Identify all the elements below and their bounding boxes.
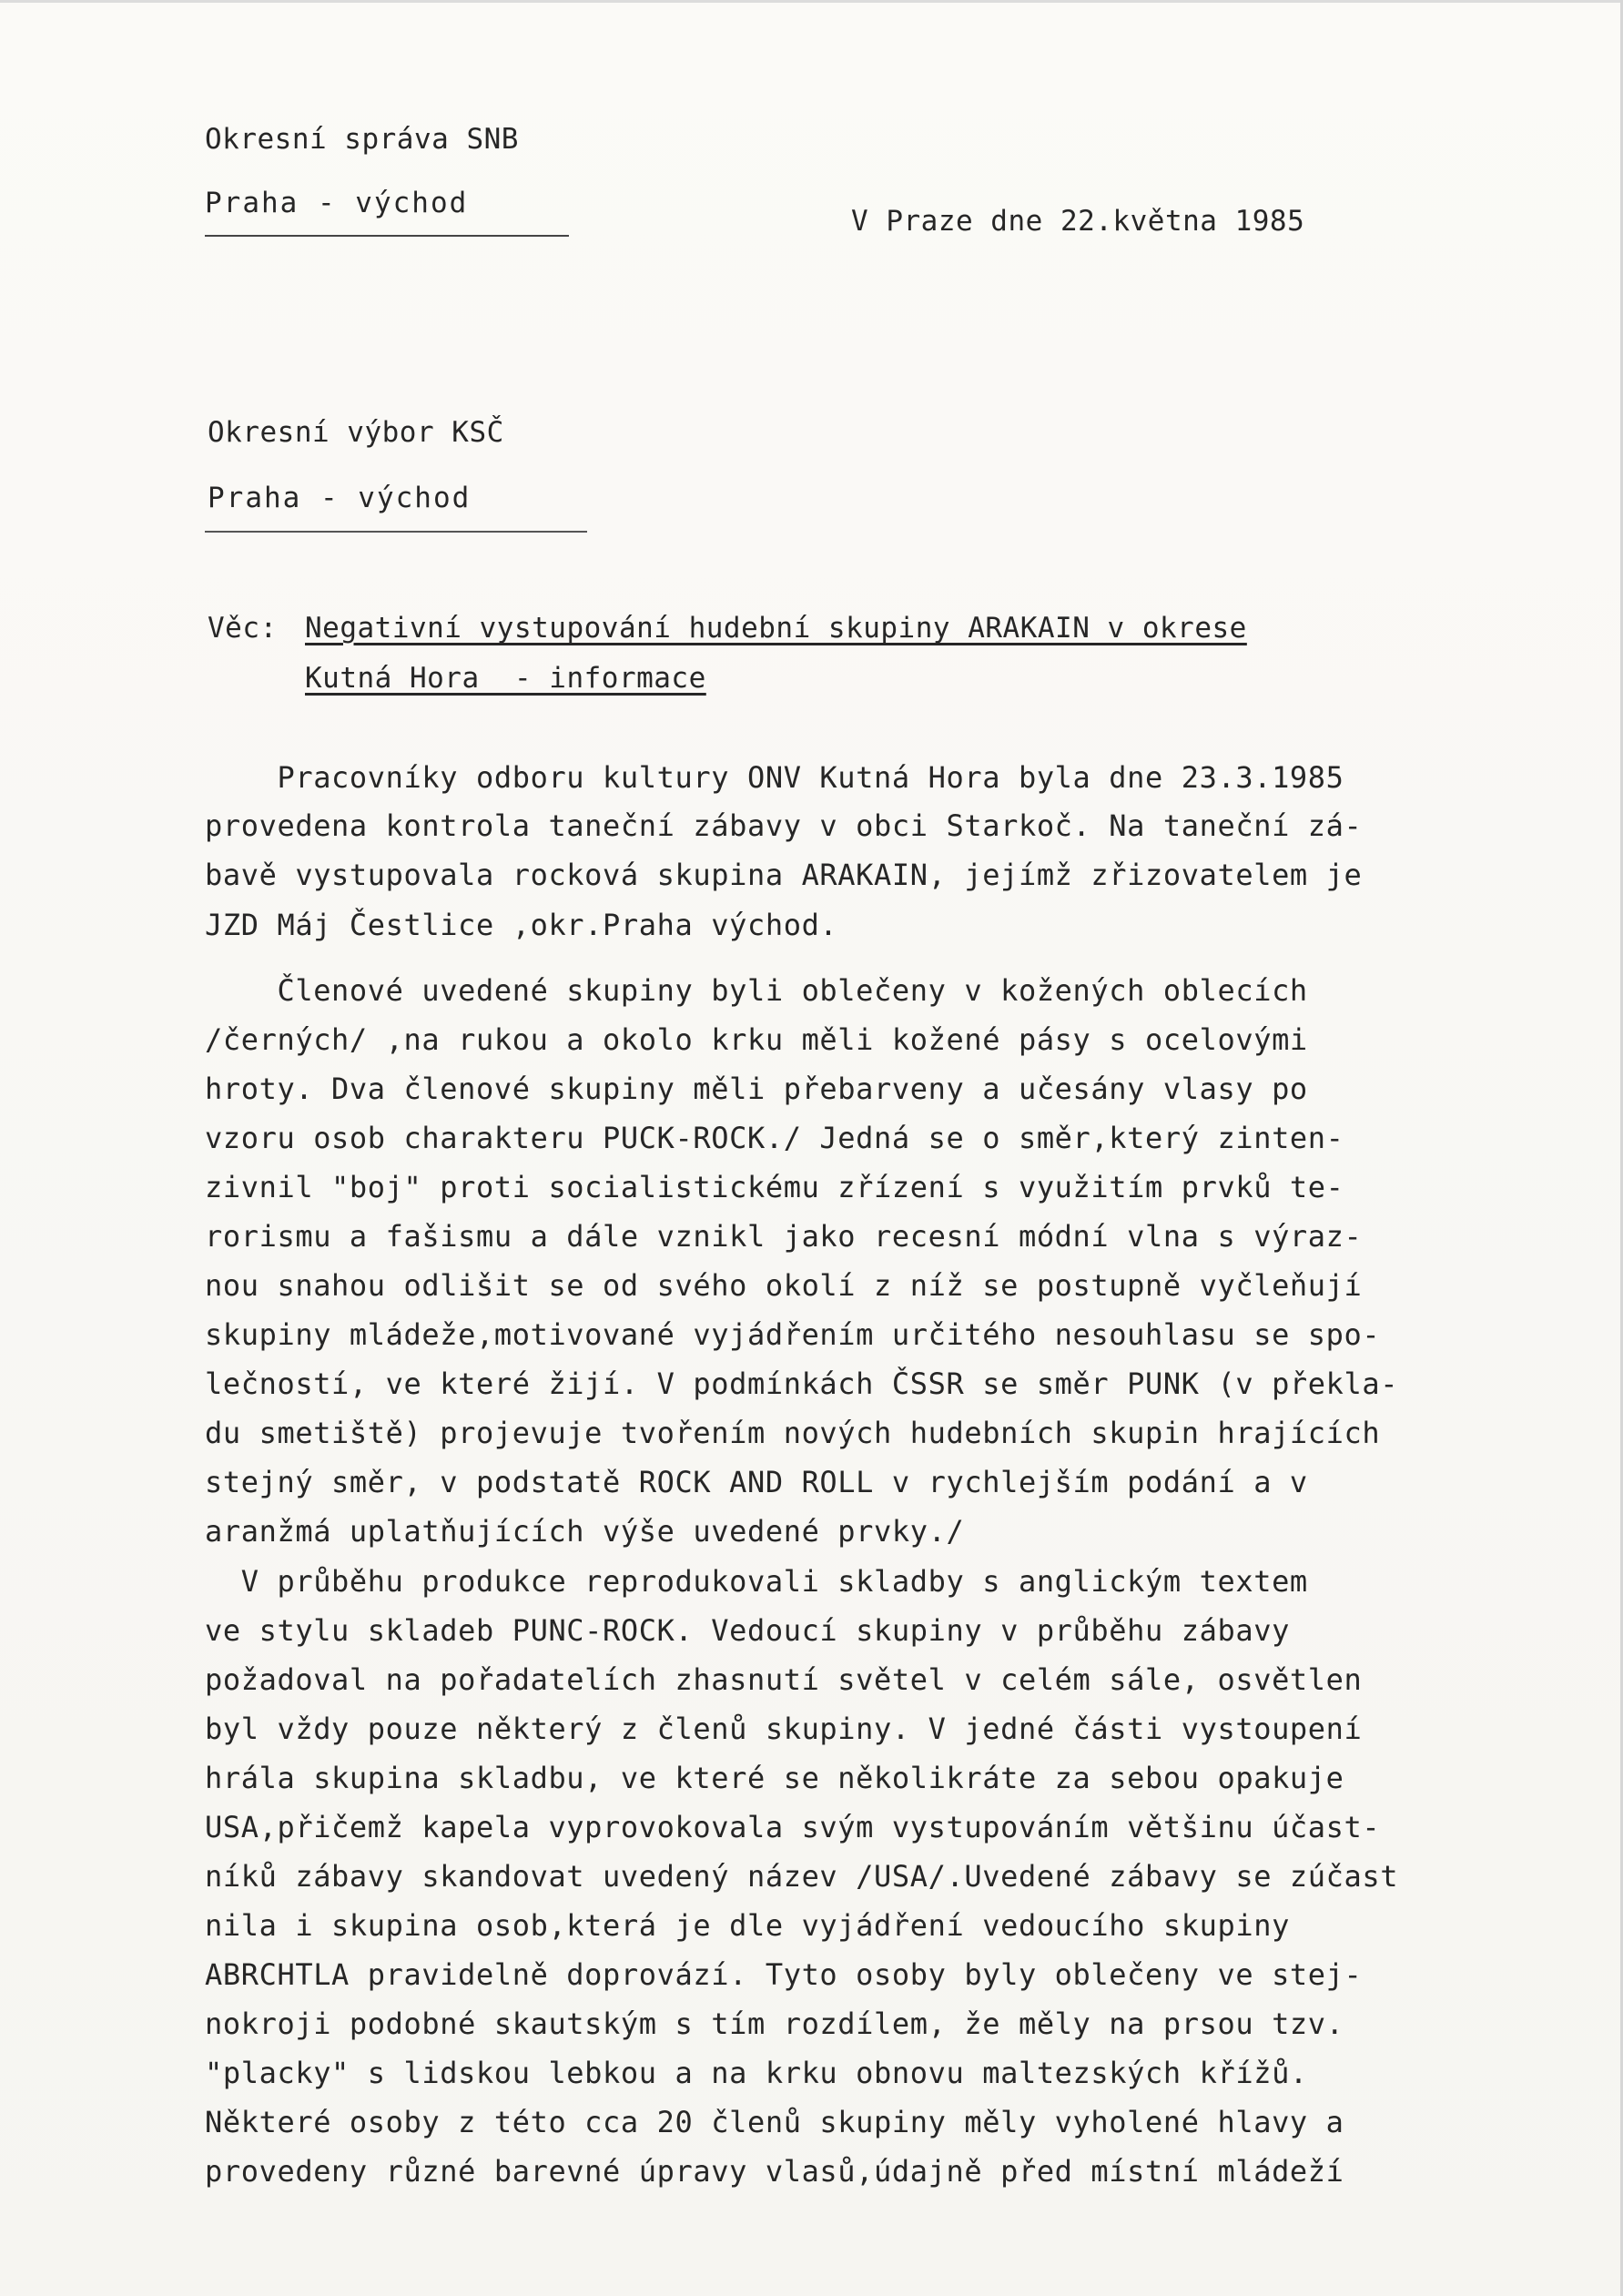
body-line: bavě vystupovala rocková skupina ARAKAIN, jejímž zřizovatelem je xyxy=(205,858,1363,892)
body-line: provedeny různé barevné úpravy vlasů,údajně před místní mládeží xyxy=(205,2154,1344,2189)
recipient-city: Praha - východ xyxy=(208,482,472,514)
body-line: rorismu a fašismu a dále vznikl jako recesní módní vlna s výraz- xyxy=(205,1219,1363,1254)
body-line: hroty. Dva členové skupiny měli přebarveny a učesány vlasy po xyxy=(205,1072,1308,1106)
body-line: ABRCHTLA pravidelně doprovází. Tyto osoby byly oblečeny ve stej- xyxy=(205,1957,1363,1992)
sender-city: Praha - východ xyxy=(205,187,469,219)
document-date: V Praze dne 22.května 1985 xyxy=(851,205,1305,238)
body-line: /černých/ ,na rukou a okolo krku měli kožené pásy s ocelovými xyxy=(205,1022,1308,1057)
body-line: lečností, ve které žijí. V podmínkách ČSSR se směr PUNK (v překla- xyxy=(205,1366,1399,1401)
subject-line-2: Kutná Hora - informace xyxy=(305,662,706,695)
subject-label: Věc: xyxy=(208,612,278,645)
sender-organization: Okresní správa SNB xyxy=(205,123,519,156)
body-line: nokroji podobné skautským s tím rozdílem, že měly na prsou tzv. xyxy=(205,2006,1344,2041)
body-line: Členové uvedené skupiny byli oblečeny v kožených oblecích xyxy=(205,973,1308,1008)
body-line: stejný směr, v podstatě ROCK AND ROLL v rychlejším podání a v xyxy=(205,1465,1308,1499)
body-line: du smetiště) projevuje tvořením nových hudebních skupin hrajících xyxy=(205,1416,1381,1450)
body-line: "placky" s lidskou lebkou a na krku obnovu maltezských křížů. xyxy=(205,2056,1308,2090)
body-line: Některé osoby z této cca 20 členů skupiny měly vyholené hlavy a xyxy=(205,2105,1344,2139)
body-line: požadoval na pořadatelích zhasnutí světel v celém sále, osvětlen xyxy=(205,1662,1363,1697)
body-line: V průběhu produkce reprodukovali skladby s anglickým textem xyxy=(205,1564,1308,1599)
body-line: nou snahou odlišit se od svého okolí z níž se postupně vyčleňují xyxy=(205,1268,1363,1303)
subject-line-1: Negativní vystupování hudební skupiny ARAKAIN v okrese xyxy=(305,612,1247,645)
recipient-underline xyxy=(205,531,587,533)
body-line: Pracovníky odboru kultury ONV Kutná Hora byla dne 23.3.1985 xyxy=(205,760,1344,795)
body-line: skupiny mládeže,motivované vyjádřením určitého nesouhlasu se spo- xyxy=(205,1317,1381,1352)
body-line: JZD Máj Čestlice ,okr.Praha východ. xyxy=(205,908,838,942)
body-line: zivnil "boj" proti socialistickému zřízení s využitím prvků te- xyxy=(205,1170,1344,1204)
body-line: hrála skupina skladbu, ve které se několikráte za sebou opakuje xyxy=(205,1761,1344,1795)
body-line: vzoru osob charakteru PUCK-ROCK./ Jedná se o směr,který zinten- xyxy=(205,1121,1344,1155)
body-line: nila i skupina osob,která je dle vyjádření vedoucího skupiny xyxy=(205,1908,1290,1943)
body-line: byl vždy pouze některý z členů skupiny. V jedné části vystoupení xyxy=(205,1712,1363,1746)
body-line: ve stylu skladeb PUNC-ROCK. Vedoucí skupiny v průběhu zábavy xyxy=(205,1613,1290,1648)
body-line: provedena kontrola taneční zábavy v obci Starkoč. Na taneční zá- xyxy=(205,808,1363,843)
body-line: níků zábavy skandovat uvedený název /USA/.Uvedené zábavy se zúčast xyxy=(205,1859,1399,1894)
sender-underline xyxy=(205,235,569,237)
body-line: aranžmá uplatňujících výše uvedené prvky./ xyxy=(205,1514,965,1549)
recipient-organization: Okresní výbor KSČ xyxy=(208,416,504,449)
body-line: USA,přičemž kapela vyprovokovala svým vystupováním většinu účast- xyxy=(205,1810,1381,1844)
